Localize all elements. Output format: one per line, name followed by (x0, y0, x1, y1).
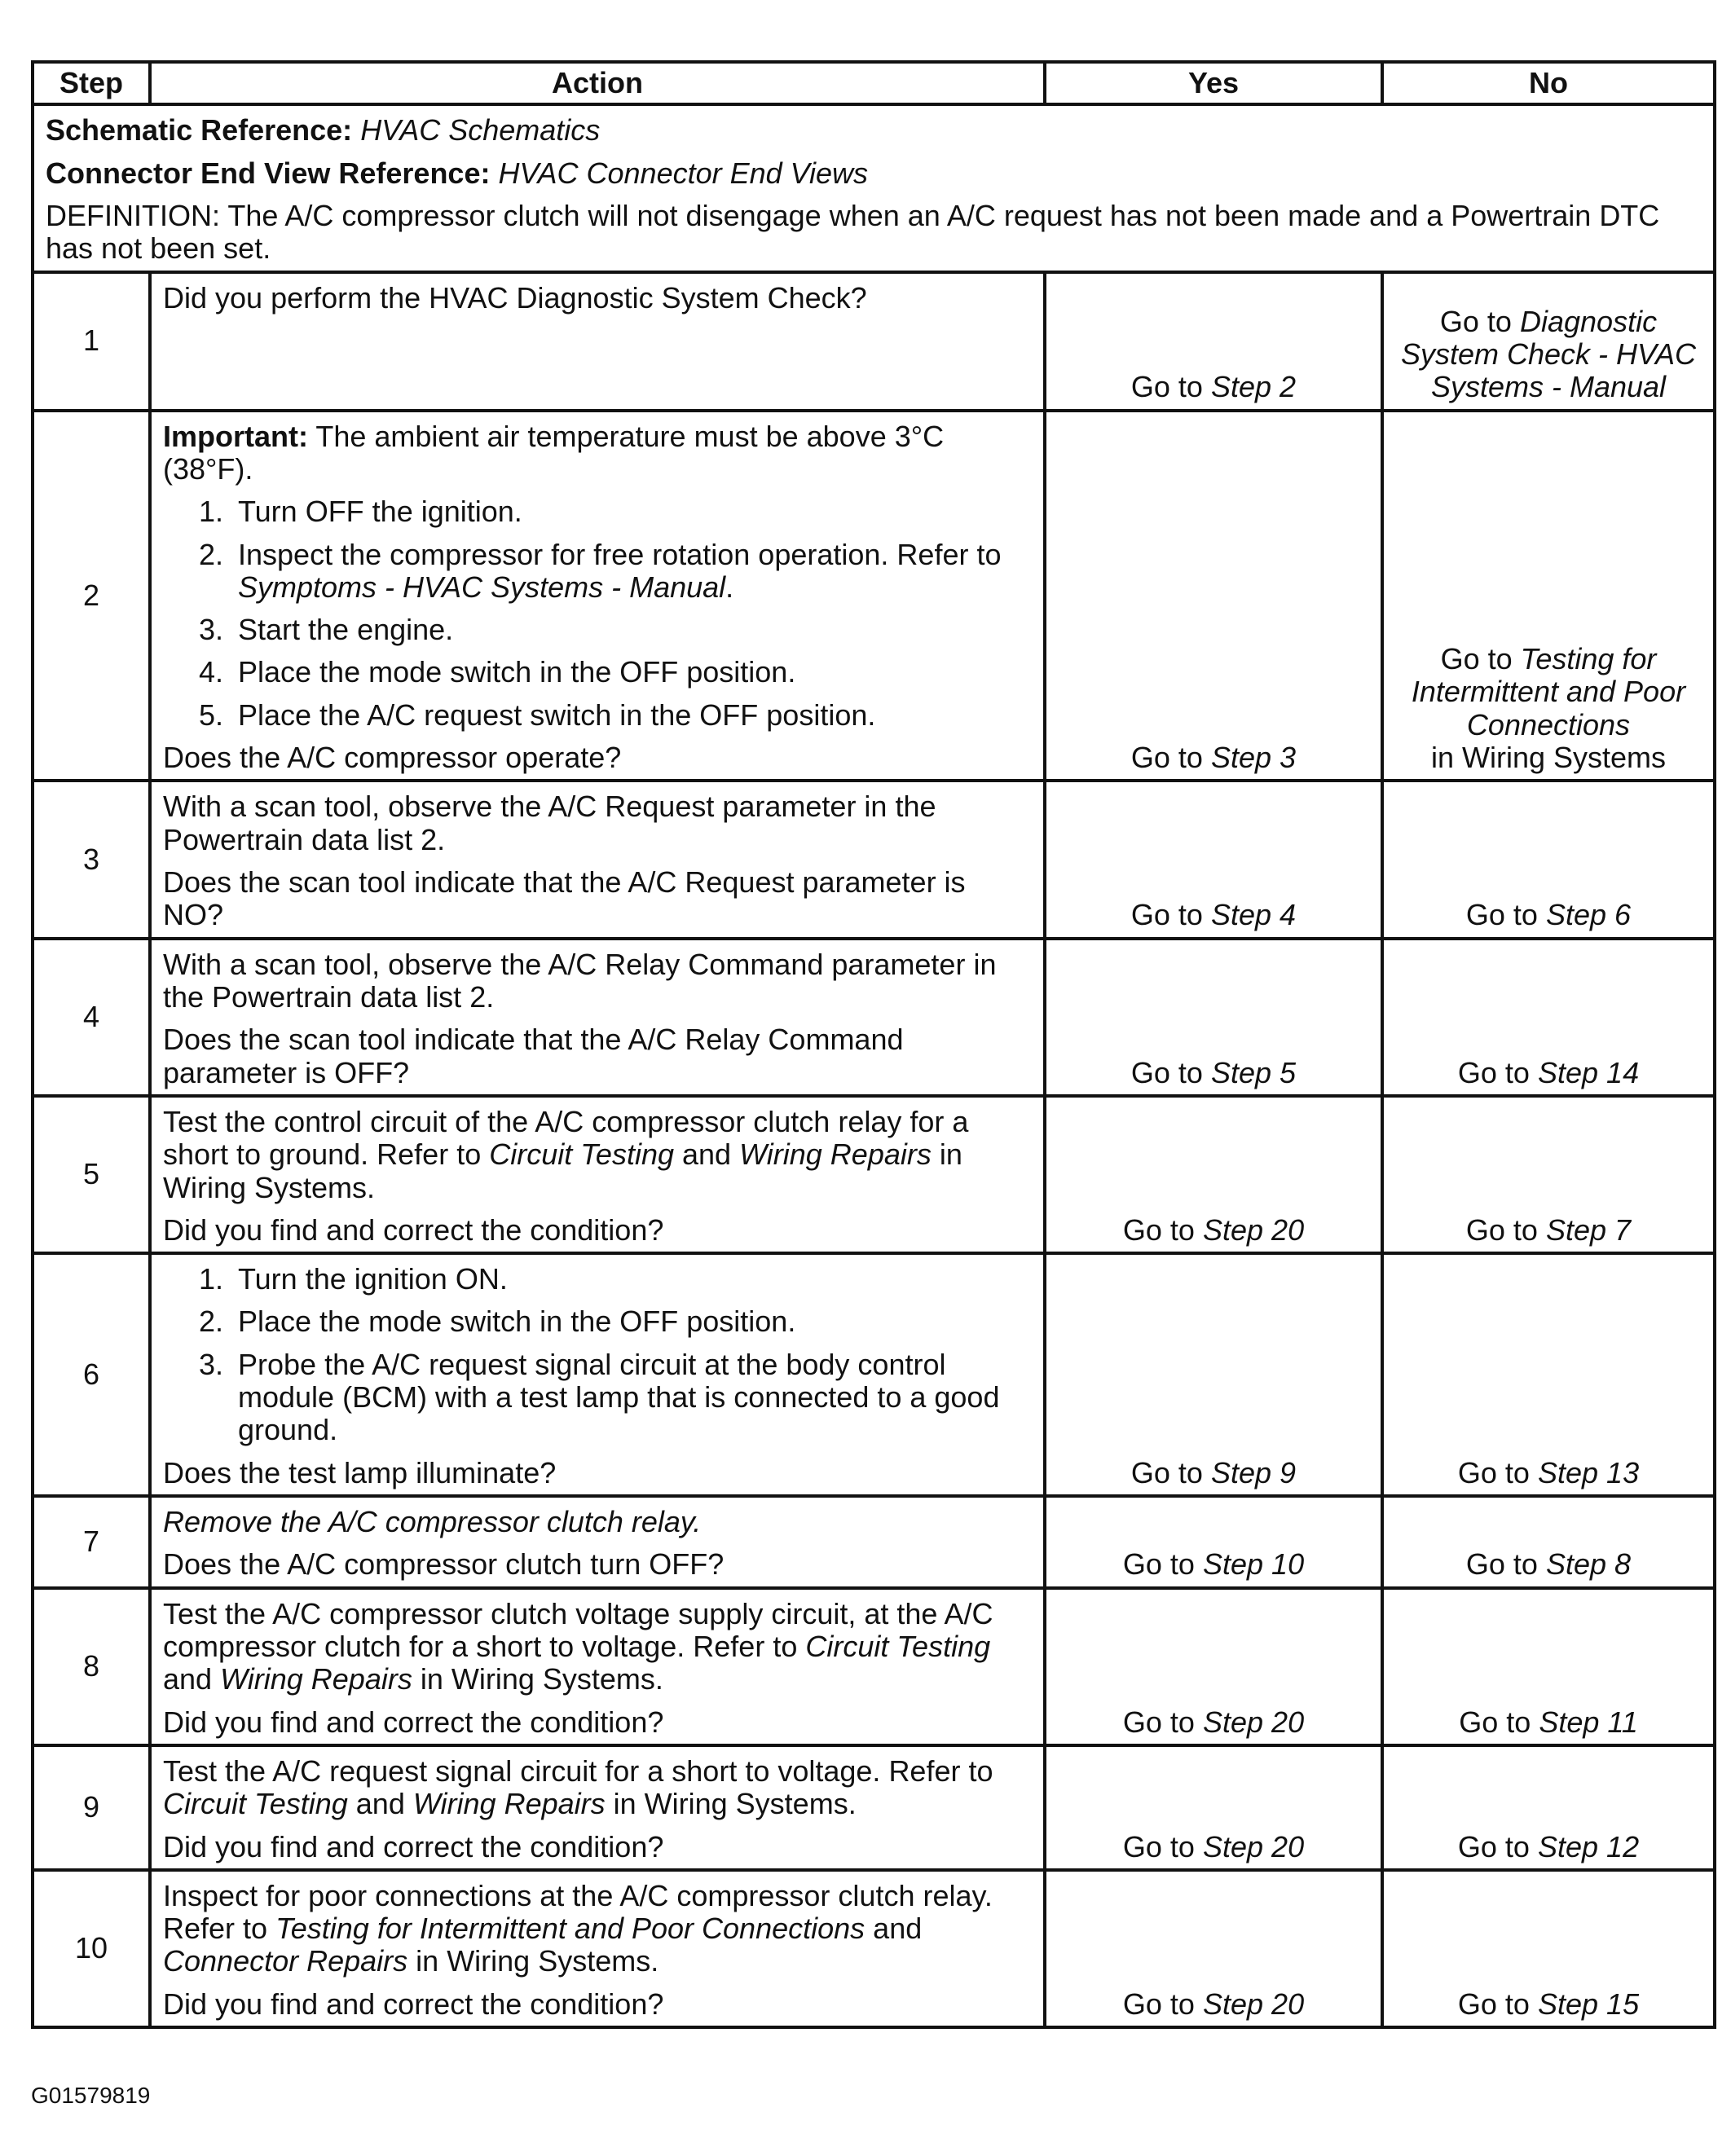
table-row (33, 1496, 1715, 1588)
step-number: 3 (33, 781, 150, 938)
connector-label: Connector End View Reference: (46, 156, 491, 190)
table-row (33, 1096, 1715, 1253)
goto-label: Go to (1122, 1705, 1195, 1739)
goto-label: Go to (1457, 1455, 1530, 1489)
important-label: Important: (163, 419, 308, 453)
no-ref: Step 14 (1537, 1055, 1640, 1089)
list-item: 1. Turn OFF the ignition. (231, 495, 1032, 528)
reference-1: Circuit Testing (489, 1137, 674, 1172)
question: Does the scan tool indicate that the A/C Request parameter is NO? (163, 865, 966, 932)
header-row (33, 62, 1715, 104)
goto-label: Go to (1122, 1829, 1195, 1863)
step-number: 4 (33, 939, 150, 1096)
yes-ref: Step 2 (1210, 370, 1297, 404)
action-cell (150, 1870, 1045, 2027)
item-ref: Symptoms - HVAC Systems - Manual (238, 570, 726, 604)
action-cell (150, 1096, 1045, 1253)
header-no: No (1382, 62, 1715, 104)
table-row (33, 781, 1715, 938)
no-cell (1382, 1096, 1715, 1253)
yes-ref: Step 3 (1210, 741, 1297, 775)
connector-ref: HVAC Connector End Views (498, 156, 869, 190)
action-cell (150, 1588, 1045, 1745)
question: Does the A/C compressor operate? (163, 741, 622, 775)
and-text: and (873, 1912, 923, 1946)
no-ref: Testing for Intermittent and Poor Connections (1411, 642, 1686, 741)
text: Test the control circuit of the A/C compressor clutch relay for a short to ground. Refer to (163, 1104, 969, 1172)
list-item: 2. Inspect the compressor for free rotation operation. Refer to Symptoms - HVAC Systems - Manual. (231, 539, 1032, 605)
yes-ref: Step 9 (1210, 1455, 1297, 1489)
goto-label: Go to (1122, 1212, 1195, 1247)
action-cell (150, 1496, 1045, 1588)
header-yes: Yes (1045, 62, 1382, 104)
header-action: Action (150, 62, 1045, 104)
action-steps (163, 495, 1032, 732)
question: Does the scan tool indicate that the A/C Relay Command parameter is OFF? (163, 1023, 904, 1089)
table-row (33, 1745, 1715, 1870)
step-number: 10 (33, 1870, 150, 2027)
yes-cell (1045, 781, 1382, 938)
definition-text: DEFINITION: The A/C compressor clutch will not disengage when an A/C request has not been made and a Powertrain DTC has not been set. (46, 198, 1660, 266)
action-text: With a scan tool, observe the A/C Relay Command parameter in the Powertrain data list 2. (163, 947, 997, 1014)
step-number: 5 (33, 1096, 150, 1253)
yes-ref: Step 20 (1202, 1212, 1305, 1247)
goto-label: Go to (1439, 304, 1512, 338)
connector-reference (46, 157, 1702, 190)
step-number: 7 (33, 1496, 150, 1588)
action-cell (150, 781, 1045, 938)
no-suffix: in Wiring Systems (1430, 741, 1667, 775)
suffix-text: in Wiring Systems. (420, 1662, 663, 1696)
header-step: Step (33, 62, 150, 104)
no-cell (1382, 939, 1715, 1096)
reference-2: Wiring Repairs (739, 1137, 932, 1172)
reference-cell (33, 104, 1715, 271)
no-ref: Step 6 (1545, 898, 1632, 932)
yes-cell (1045, 1496, 1382, 1588)
yes-cell (1045, 272, 1382, 411)
goto-label: Go to (1457, 1829, 1530, 1863)
no-ref: Step 11 (1539, 1705, 1638, 1739)
no-ref: Step 7 (1545, 1212, 1632, 1247)
text: Test the A/C request signal circuit for a short to voltage. Refer to (163, 1753, 993, 1788)
and-text: and (163, 1662, 213, 1696)
list-item: 5. Place the A/C request switch in the OFF position. (231, 699, 1032, 732)
yes-ref: Step 4 (1210, 898, 1297, 932)
table-row (33, 272, 1715, 411)
step-number: 2 (33, 411, 150, 781)
question: Did you perform the HVAC Diagnostic System Check? (163, 280, 867, 315)
no-cell (1382, 1745, 1715, 1870)
question: Does the A/C compressor clutch turn OFF? (163, 1547, 725, 1582)
goto-label: Go to (1130, 1455, 1203, 1489)
yes-ref: Step 10 (1202, 1547, 1305, 1582)
goto-label: Go to (1440, 642, 1513, 676)
table-row (33, 1870, 1715, 2027)
yes-cell (1045, 411, 1382, 781)
action-cell (150, 1745, 1045, 1870)
no-ref: Diagnostic System Check - HVAC Systems - Manual (1400, 304, 1697, 404)
step-number: 6 (33, 1253, 150, 1496)
action-cell (150, 411, 1045, 781)
goto-label: Go to (1457, 1055, 1530, 1089)
goto-label: Go to (1457, 1987, 1530, 2021)
action-text (163, 1880, 1032, 1978)
reference-1: Circuit Testing (805, 1629, 991, 1663)
goto-label: Go to (1465, 1547, 1538, 1582)
schematic-ref: HVAC Schematics (360, 113, 601, 147)
no-cell (1382, 411, 1715, 781)
goto-label: Go to (1130, 898, 1203, 932)
question: Did you find and correct the condition? (163, 1829, 664, 1863)
reference-2: Wiring Repairs (220, 1662, 412, 1696)
schematic-label: Schematic Reference: (46, 113, 353, 147)
yes-ref: Step 20 (1202, 1705, 1305, 1739)
yes-cell (1045, 1096, 1382, 1253)
figure-id: G01579819 (31, 2083, 151, 2108)
table-row (33, 1253, 1715, 1496)
list-item: 2. Place the mode switch in the OFF position. (231, 1305, 1032, 1338)
reference-1: Testing for Intermittent and Poor Connections (275, 1912, 866, 1946)
no-cell (1382, 1253, 1715, 1496)
goto-label: Go to (1122, 1547, 1195, 1582)
goto-label: Go to (1465, 898, 1538, 932)
text: Inspect for poor connections at the A/C compressor clutch relay. Refer to (163, 1878, 993, 1946)
action-cell (150, 1253, 1045, 1496)
question: Does the test lamp illuminate? (163, 1455, 557, 1489)
yes-ref: Step 20 (1202, 1987, 1305, 2021)
reference-row (33, 104, 1715, 271)
no-ref: Step 15 (1537, 1987, 1640, 2021)
no-cell (1382, 1588, 1715, 1745)
yes-cell (1045, 1253, 1382, 1496)
list-item: 4. Place the mode switch in the OFF position. (231, 656, 1032, 689)
question: Did you find and correct the condition? (163, 1212, 664, 1247)
reference-2: Wiring Repairs (412, 1787, 606, 1821)
goto-label: Go to (1459, 1705, 1531, 1739)
list-item: 1. Turn the ignition ON. (231, 1263, 1032, 1296)
yes-cell (1045, 939, 1382, 1096)
yes-cell (1045, 1588, 1382, 1745)
action-steps (163, 1263, 1032, 1447)
step-number: 9 (33, 1745, 150, 1870)
action-cell (150, 272, 1045, 411)
no-ref: Step 8 (1545, 1547, 1632, 1582)
suffix-text: in Wiring Systems. (163, 1137, 962, 1204)
table-row (33, 411, 1715, 781)
table-row (33, 1588, 1715, 1745)
action-text: Remove the A/C compressor clutch relay. (163, 1505, 702, 1538)
action-text (163, 1106, 1032, 1204)
action-text (163, 1755, 1032, 1821)
no-cell (1382, 1870, 1715, 2027)
list-item: 3. Probe the A/C request signal circuit at the body control module (BCM) with a test lamp that is connected to a good ground. (231, 1349, 1032, 1447)
and-text: and (682, 1137, 732, 1172)
list-item: 3. Start the engine. (231, 614, 1032, 646)
no-cell (1382, 781, 1715, 938)
goto-label: Go to (1130, 370, 1203, 404)
goto-label: Go to (1465, 1212, 1538, 1247)
reference-1: Circuit Testing (163, 1787, 348, 1821)
item-text: Inspect the compressor for free rotation operation. Refer to (238, 537, 1002, 571)
step-number: 1 (33, 272, 150, 411)
no-ref: Step 12 (1537, 1829, 1640, 1863)
no-ref: Step 13 (1537, 1455, 1640, 1489)
table-row (33, 939, 1715, 1096)
step-number: 8 (33, 1588, 150, 1745)
goto-label: Go to (1122, 1987, 1195, 2021)
yes-ref: Step 20 (1202, 1829, 1305, 1863)
action-cell (150, 939, 1045, 1096)
no-cell (1382, 1496, 1715, 1588)
suffix-text: in Wiring Systems. (416, 1944, 659, 1978)
important-text: The ambient air temperature must be above 3°C (38°F). (163, 419, 945, 486)
suffix-text: in Wiring Systems. (613, 1787, 857, 1821)
yes-cell (1045, 1745, 1382, 1870)
text: Test the A/C compressor clutch voltage supply circuit, at the A/C compressor clutch for a short to voltage. Refer to (163, 1596, 993, 1663)
diagnostic-table (31, 60, 1716, 2029)
yes-ref: Step 5 (1210, 1055, 1297, 1089)
yes-cell (1045, 1870, 1382, 2027)
action-text: With a scan tool, observe the A/C Request parameter in the Powertrain data list 2. (163, 790, 936, 856)
goto-label: Go to (1130, 1055, 1203, 1089)
schematic-reference (46, 114, 1702, 147)
and-text: and (355, 1787, 405, 1821)
question: Did you find and correct the condition? (163, 1705, 664, 1739)
important-note (163, 420, 1032, 486)
goto-label: Go to (1130, 741, 1203, 775)
no-cell (1382, 272, 1715, 411)
question: Did you find and correct the condition? (163, 1987, 664, 2021)
reference-2: Connector Repairs (163, 1944, 408, 1978)
action-text (163, 1598, 1032, 1696)
